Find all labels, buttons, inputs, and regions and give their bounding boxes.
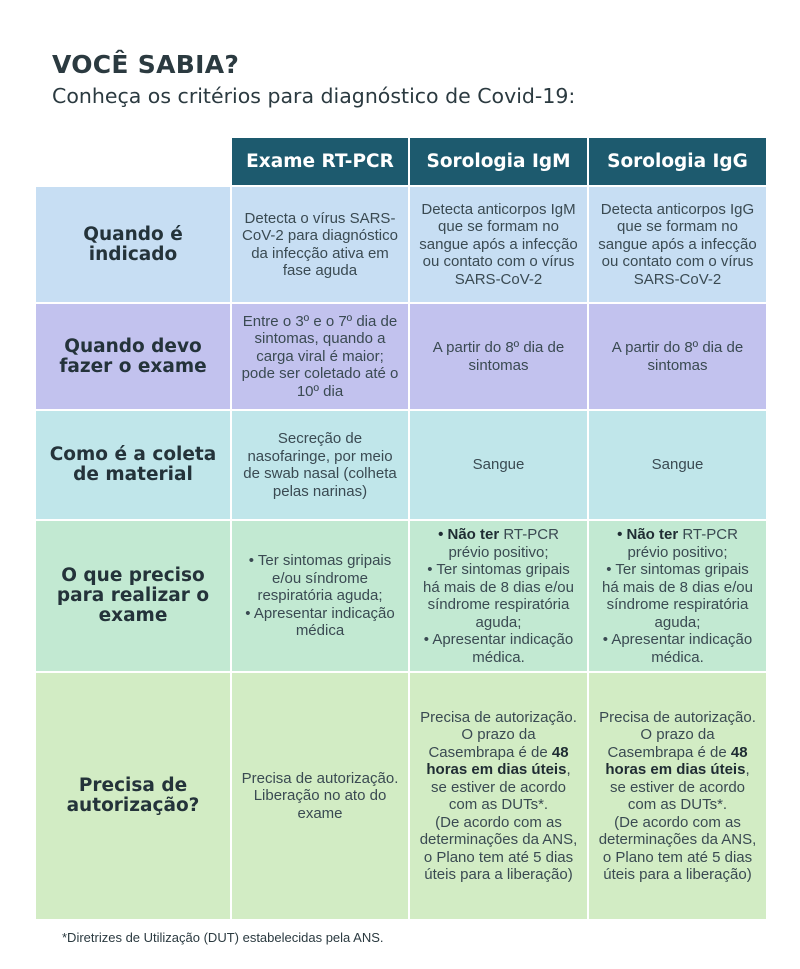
authorization-note: (De acordo com as determinações da ANS, o Plano tem até 5 dias úteis para a liberação) [598, 813, 757, 883]
cell-quando-rt-pcr: Entre o 3º e o 7º dia de sintomas, quando a carga viral é maior; pode ser coletado até o 10º dia [232, 304, 408, 409]
footnote: *Diretrizes de Utilização (DUT) estabelecidas pela ANS. [62, 930, 384, 945]
row-label-coleta: Como é a coleta de material [36, 411, 230, 519]
cell-autorizacao-igm [410, 673, 587, 919]
cell-indicado-igg: Detecta anticorpos IgG que se formam no sangue após a infecção ou contato com o vírus SARS-CoV-2 [589, 187, 766, 302]
requirement-bold: • Não ter [438, 526, 500, 543]
requirement-text: • Apresentar indicação médica. [602, 631, 753, 666]
row-label-quando-indicado: Quando é indicado [36, 187, 230, 302]
authorization-text: Precisa de autorização. O prazo da Casembrapa é de [599, 708, 756, 761]
page-title: VOCÊ SABIA? [52, 50, 240, 79]
header-rt-pcr: Exame RT-PCR [232, 138, 408, 185]
requirement-text: • Apresentar indicação médica. [423, 631, 574, 666]
authorization-text: , se estiver de acordo com as DUTs*. [609, 761, 750, 813]
table-corner [36, 138, 230, 185]
row-label-autorizacao: Precisa de autorização? [36, 673, 230, 919]
requirement-text: • Ter sintomas gripais e/ou síndrome respiratória aguda; [248, 552, 392, 605]
header-sorologia-igm: Sorologia IgM [410, 138, 587, 185]
authorization-note: (De acordo com as determinações da ANS, o Plano tem até 5 dias úteis para a liberação) [419, 813, 578, 883]
requirement-text: • Apresentar indicação médica [245, 604, 395, 640]
cell-autorizacao-rt-pcr: Precisa de autorização. Liberação no ato do exame [232, 673, 408, 919]
requirement-text: • Ter sintomas gripais há mais de 8 dias e/ou síndrome respiratória aguda; [423, 561, 574, 631]
authorization-bold: 48 horas em dias úteis [426, 743, 569, 778]
cell-preciso-igg [589, 521, 766, 671]
row-label-quando-fazer: Quando devo fazer o exame [36, 304, 230, 409]
requirement-text: RT-PCR prévio positivo; [627, 526, 738, 561]
cell-coleta-igg: Sangue [589, 411, 766, 519]
authorization-text: Precisa de autorização. O prazo da Casembrapa é de [420, 708, 577, 761]
cell-indicado-rt-pcr: Detecta o vírus SARS-CoV-2 para diagnóstico da infecção ativa em fase aguda [232, 187, 408, 302]
cell-autorizacao-igg [589, 673, 766, 919]
cell-indicado-igm: Detecta anticorpos IgM que se formam no sangue após a infecção ou contato com o vírus SARS-CoV-2 [410, 187, 587, 302]
cell-preciso-igm [410, 521, 587, 671]
requirement-bold: • Não ter [617, 526, 679, 543]
header-sorologia-igg: Sorologia IgG [589, 138, 766, 185]
cell-quando-igg: A partir do 8º dia de sintomas [589, 304, 766, 409]
criteria-table [36, 138, 766, 919]
cell-coleta-rt-pcr: Secreção de nasofaringe, por meio de swab nasal (colheta pelas narinas) [232, 411, 408, 519]
requirement-text: • Ter sintomas gripais há mais de 8 dias e/ou síndrome respiratória aguda; [602, 561, 753, 631]
cell-coleta-igm: Sangue [410, 411, 587, 519]
requirement-text: RT-PCR prévio positivo; [448, 526, 559, 561]
row-label-o-que-preciso: O que preciso para realizar o exame [36, 521, 230, 671]
page-subtitle: Conheça os critérios para diagnóstico de Covid-19: [52, 84, 576, 108]
authorization-bold: 48 horas em dias úteis [605, 743, 748, 778]
cell-quando-igm: A partir do 8º dia de sintomas [410, 304, 587, 409]
authorization-text: , se estiver de acordo com as DUTs*. [430, 761, 571, 813]
cell-preciso-rt-pcr [232, 521, 408, 671]
